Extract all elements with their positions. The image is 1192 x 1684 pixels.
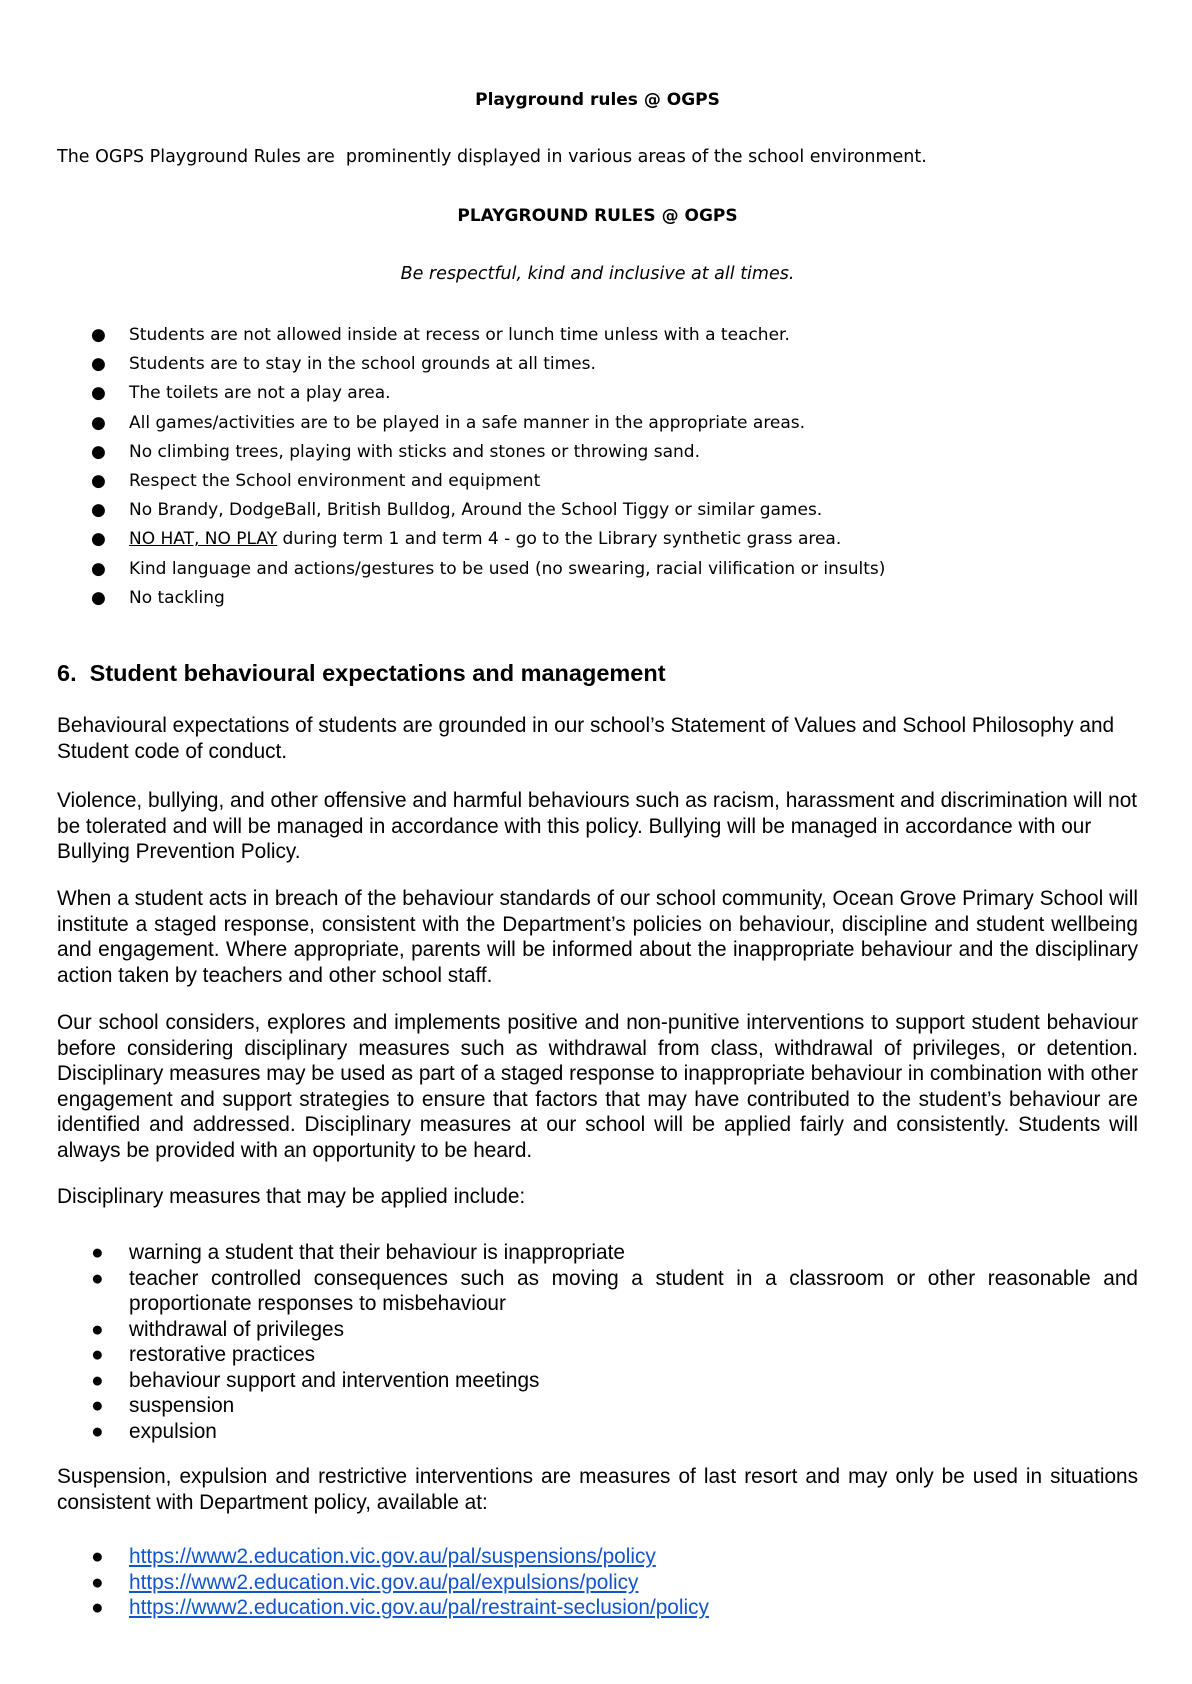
bullet-icon: ●	[91, 354, 106, 375]
disciplinary-measures-list	[57, 1240, 1138, 1444]
paragraph-violence: Violence, bullying, and other offensive and harmful behaviours such as racism, harassment and discrimination will not be tolerated and will be managed in accordance with this policy. Bullying will be managed in accordance with our Bullying Prevention Policy.	[57, 789, 1138, 863]
no-hat-no-play: NO HAT, NO PLAY	[129, 529, 278, 550]
list-item: ● suspension	[91, 1394, 235, 1417]
list-item: ● No Brandy, DodgeBall, British Bulldog, Around the School Tiggy or similar games.	[57, 496, 1138, 525]
link-expulsions-policy[interactable]: https://www2.education.vic.gov.au/pal/expulsions/policy	[129, 1570, 639, 1594]
list-item: ● behaviour support and intervention meetings	[91, 1368, 540, 1392]
list-item: ● No tackling	[57, 584, 1138, 613]
bullet-icon: ●	[91, 558, 106, 579]
playground-intro: The OGPS Playground Rules are prominently displayed in various areas of the school environment.	[57, 147, 927, 167]
list-item: ● Respect the School environment and equipment	[57, 467, 1138, 496]
paragraph-expectations: Behavioural expectations of students are grounded in our school’s Statement of Values and School Philosophy and Student code of conduct.	[57, 714, 1115, 763]
paragraph-measures-intro: Disciplinary measures that may be applied include:	[57, 1185, 526, 1208]
list-item: ● expulsion	[91, 1419, 217, 1443]
bullet-icon: ●	[91, 1419, 104, 1443]
paragraph-interventions: Our school considers, explores and implements positive and non-punitive interventions to support student behaviour before considering disciplinary measures such as withdrawal from class, withdrawal of privileges, or detention. Disciplinary measures may be used as part of a staged response to inappropriate behaviour in combination with other engagement and support strategies to ensure that factors that may have contributed to the student’s behaviour are identified and addressed. Disciplinary measures at our school will be applied fairly and consistently. Students will always be provided with an opportunity to be heard.	[57, 1011, 1138, 1162]
bullet-icon: ●	[91, 1266, 104, 1290]
bullet-icon: ●	[91, 1596, 104, 1619]
bullet-icon: ●	[91, 587, 106, 608]
playground-rules-heading: PLAYGROUND RULES @ OGPS	[457, 206, 738, 226]
list-item: ● teacher controlled consequences such as moving a student in a classroom or other reasonable and proportionate responses to misbehaviour	[91, 1266, 1138, 1315]
list-item: ● warning a student that their behaviour is inappropriate	[91, 1241, 625, 1264]
bullet-icon: ●	[91, 383, 106, 404]
link-restraint-seclusion-policy[interactable]: https://www2.education.vic.gov.au/pal/restraint-seclusion/policy	[129, 1596, 709, 1619]
list-item	[57, 1570, 1138, 1596]
list-item: ● withdrawal of privileges	[91, 1317, 344, 1341]
link-suspensions-policy[interactable]: https://www2.education.vic.gov.au/pal/suspensions/policy	[129, 1545, 656, 1568]
bullet-icon: ●	[91, 325, 106, 345]
list-item: ● restorative practices	[91, 1343, 316, 1366]
paragraph-last-resort: Suspension, expulsion and restrictive interventions are measures of last resort and may only be used in situations consistent with Department policy, available at:	[57, 1465, 1138, 1514]
playground-rules-list	[57, 321, 1138, 613]
bullet-icon: ●	[91, 1343, 104, 1366]
policy-links-list	[57, 1544, 1138, 1621]
bullet-icon: ●	[91, 529, 106, 550]
bullet-icon: ●	[91, 470, 106, 491]
bullet-icon: ●	[91, 1368, 104, 1392]
list-item: ● All games/activities are to be played in a safe manner in the appropriate areas.	[57, 409, 1138, 438]
bullet-icon: ●	[91, 1317, 104, 1341]
bullet-icon: ●	[91, 1241, 104, 1264]
paragraph-staged-response: When a student acts in breach of the behaviour standards of our school community, Ocean Grove Primary School will institute a staged response, consistent with the Department’s policies on behaviour, discipline and student wellbeing and engagement. Where appropriate, parents will be informed about the inappropriate behaviour and the disciplinary action taken by teachers and other school staff.	[57, 887, 1138, 987]
bullet-icon: ●	[91, 500, 106, 521]
bullet-icon: ●	[91, 441, 106, 462]
section-heading: 6. Student behavioural expectations and management	[57, 660, 666, 686]
bullet-icon: ●	[91, 1545, 104, 1568]
list-item: ● The toilets are not a play area.	[57, 379, 1138, 408]
list-item: ● Students are to stay in the school grounds at all times.	[57, 350, 1138, 379]
bullet-icon: ●	[91, 412, 106, 433]
list-item	[57, 1595, 1138, 1621]
bullet-icon: ●	[91, 1570, 104, 1594]
playground-title: Playground rules @ OGPS	[475, 90, 720, 110]
list-item: ● No climbing trees, playing with sticks and stones or throwing sand.	[57, 438, 1138, 467]
list-item: ● NO HAT, NO PLAY during term 1 and term 4 - go to the Library synthetic grass area.	[57, 525, 1138, 554]
list-item: ● Students are not allowed inside at recess or lunch time unless with a teacher.	[57, 321, 1138, 350]
bullet-icon: ●	[91, 1394, 104, 1417]
playground-motto: Be respectful, kind and inclusive at all times.	[400, 264, 795, 284]
list-item	[57, 1544, 1138, 1570]
list-item: ● Kind language and actions/gestures to be used (no swearing, racial vilification or insults)	[57, 555, 1138, 584]
